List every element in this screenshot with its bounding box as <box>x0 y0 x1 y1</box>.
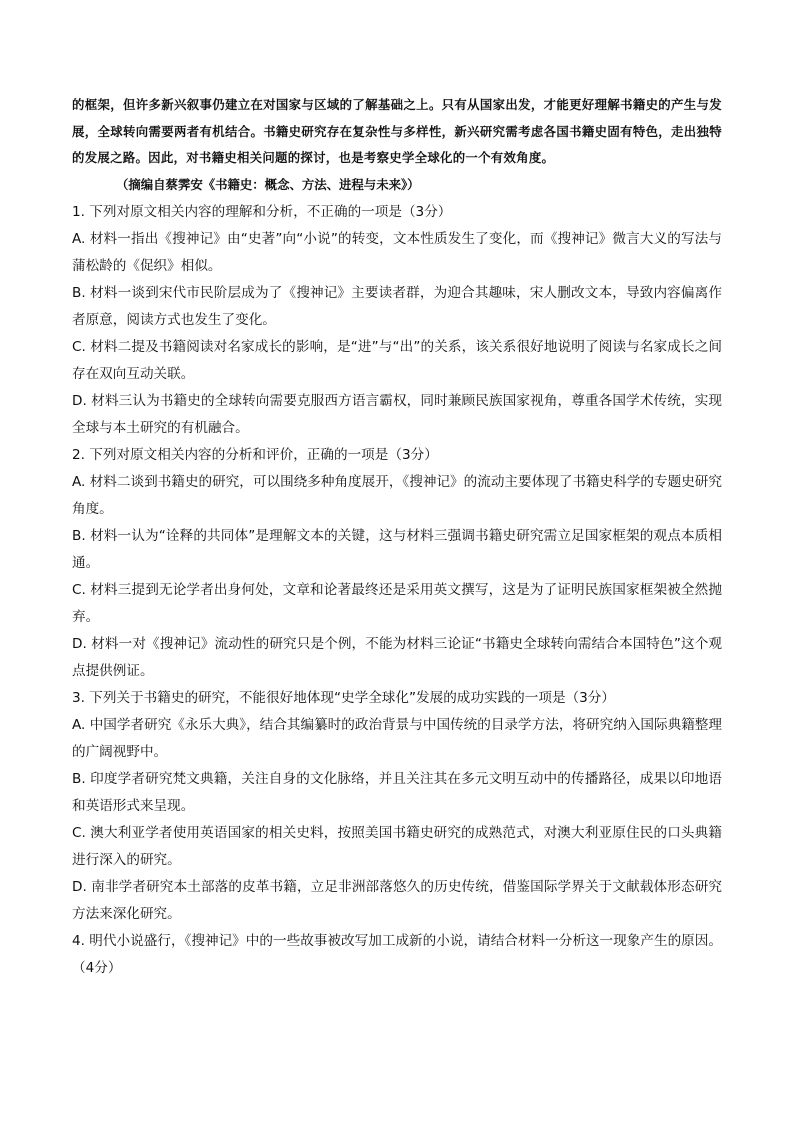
question-stem: 1. 下列对原文相关内容的理解和分析，不正确的一项是（3分） <box>72 203 452 220</box>
exam-page <box>72 92 722 982</box>
question-2 <box>72 442 722 685</box>
question-stem: 2. 下列对原文相关内容的分析和评价，正确的一项是（3分） <box>72 446 438 463</box>
option-a: A. 材料一指出《搜神记》由“史著”向“小说”的转变，文本性质发生了变化，而《搜神记》微言大义的写法与蒲松龄的《促织》相似。 <box>72 230 722 274</box>
option-c: C. 材料二提及书籍阅读对名家成长的影响，是“进”与“出”的关系，该关系很好地说明了阅读与名家成长之间存在双向互动关联。 <box>72 338 722 382</box>
option-a: A. 材料二谈到书籍史的研究，可以围绕多种角度展开，《搜神记》的流动主要体现了书籍史科学的专题史研究角度。 <box>72 473 722 517</box>
option-c: C. 材料三提到无论学者出身何处，文章和论著最终还是采用英文撰写，这是为了证明民族国家框架被全然抛弃。 <box>72 581 722 625</box>
question-3 <box>72 685 722 928</box>
option-c: C. 澳大利亚学者使用英语国家的相关史料，按照美国书籍史研究的成熟范式，对澳大利亚原住民的口头典籍进行深入的研究。 <box>72 824 722 868</box>
option-b: B. 印度学者研究梵文典籍，关注自身的文化脉络，并且关注其在多元文明互动中的传播路径，成果以印地语和英语形式来呈现。 <box>72 770 722 814</box>
option-d: D. 南非学者研究本土部落的皮革书籍，立足非洲部落悠久的历史传统，借鉴国际学界关于文献载体形态研究方法来深化研究。 <box>72 878 722 922</box>
option-d: D. 材料三认为书籍史的全球转向需要克服西方语言霸权，同时兼顾民族国家视角，尊重各国学术传统，实现全球与本土研究的有机融合。 <box>72 392 722 436</box>
question-stem: 4. 明代小说盛行，《搜神记》中的一些故事被改写加工成新的小说，请结合材料一分析这一现象产生的原因。（4分） <box>72 932 722 976</box>
passage-paragraph: 的框架，但许多新兴叙事仍建立在对国家与区域的了解基础之上。只有从国家出发，才能更好理解书籍史的产生与发展，全球转向需要两者有机结合。书籍史研究存在复杂性与多样性，新兴研究需考虑各国书籍史固有特色，走出独特的发展之路。因此，对书籍史相关问题的探讨，也是考察史学全球化的一个有效角度。 <box>72 97 722 166</box>
question-4 <box>72 928 722 982</box>
option-d: D. 材料一对《搜神记》流动性的研究只是个例，不能为材料三论证“书籍史全球转向需结合本国特色”这个观点提供例证。 <box>72 635 722 679</box>
option-b: B. 材料一认为“诠释的共同体”是理解文本的关键，这与材料三强调书籍史研究需立足国家框架的观点本质相通。 <box>72 527 722 571</box>
option-a: A. 中国学者研究《永乐大典》，结合其编纂时的政治背景与中国传统的目录学方法，将研究纳入国际典籍整理的广阔视野中。 <box>72 716 722 760</box>
question-stem: 3. 下列关于书籍史的研究，不能很好地体现“史学全球化”发展的成功实践的一项是（3分） <box>72 689 615 706</box>
passage-source: （摘编自蔡霁安《书籍史：概念、方法、进程与未来》） <box>116 177 420 193</box>
question-1 <box>72 199 722 442</box>
option-b: B. 材料一谈到宋代市民阶层成为了《搜神记》主要读者群，为迎合其趣味，宋人删改文本，导致内容偏离作者原意，阅读方式也发生了变化。 <box>72 284 722 328</box>
